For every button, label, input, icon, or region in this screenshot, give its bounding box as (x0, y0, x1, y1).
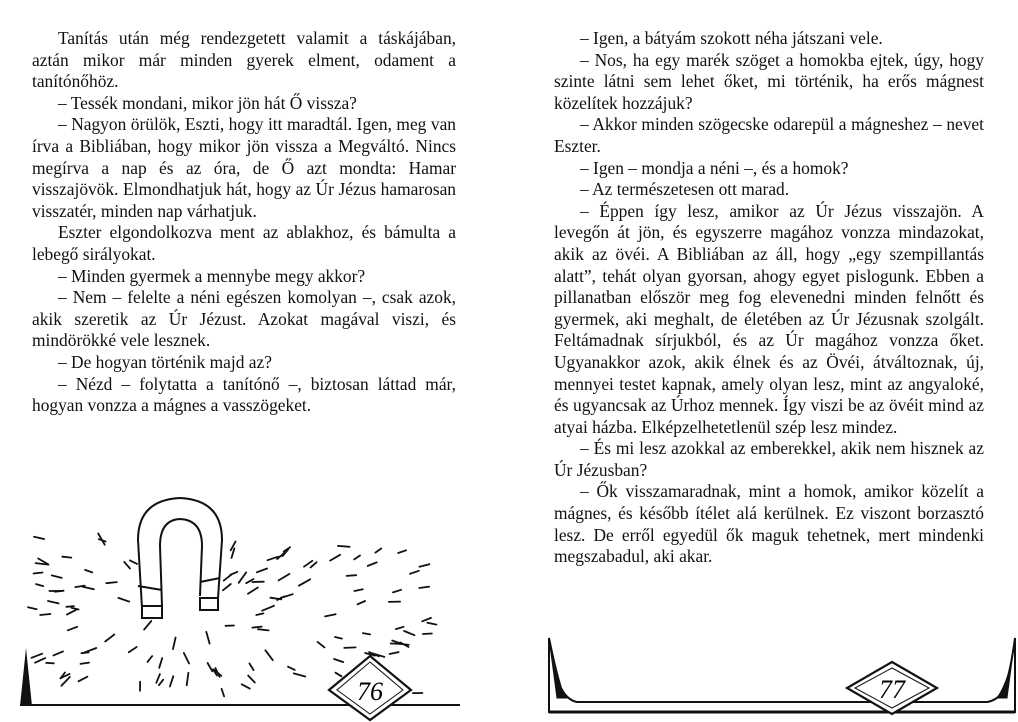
paragraph: – Nagyon örülök, Eszti, hogy itt maradtál. Igen, meg van írva a Bibliában, hogy mikor jön vissza a Megváltó. Nincs megírva a nap és az óra, de Ő azt mondta: Hamar visszajövök. Elmondhatjuk hát, hogy az Úr Jézus hamarosan visszatér, minden nap várhatjuk. (32, 114, 456, 221)
nail (144, 621, 151, 630)
paragraph: – Igen – mondja a néni –, és a homok? (580, 157, 849, 178)
nail (224, 574, 232, 580)
nail (363, 633, 370, 634)
nail (129, 647, 137, 652)
paragraph: – Tessék mondani, mikor jön hát Ő vissza? (58, 92, 357, 113)
nail (53, 651, 63, 655)
nail (375, 549, 381, 553)
nail (347, 575, 357, 576)
nail (354, 556, 360, 560)
nail (62, 557, 71, 558)
nail (325, 614, 336, 616)
nail (71, 608, 78, 610)
nail (40, 614, 50, 615)
paragraph: – Igen, a bátyám szokott néha játszani vele. (580, 28, 883, 48)
nail (427, 623, 436, 625)
nail (258, 629, 269, 630)
nail (242, 684, 250, 688)
nail (396, 627, 404, 629)
nail (252, 627, 261, 628)
nail (105, 635, 114, 642)
nail (318, 642, 325, 648)
nail (170, 676, 173, 686)
nail (419, 587, 429, 588)
nail (311, 562, 317, 567)
nail (148, 656, 153, 662)
nail (61, 677, 70, 686)
nail (106, 582, 117, 583)
nail (208, 663, 213, 671)
nail (392, 641, 399, 643)
nail (222, 689, 225, 697)
nail (368, 562, 377, 566)
nail (187, 673, 189, 685)
nail (32, 654, 43, 658)
nail (81, 663, 90, 664)
paragraph: – Nem – felelte a néni egészen komolyan –, csak azok, akik szeretik az Úr Jézust. Azokat magával viszi, és mindörökké vele lesznek. (32, 287, 456, 351)
nail (206, 632, 209, 644)
nail (354, 589, 362, 591)
nail (156, 674, 160, 683)
paragraph: – Nos, ha egy marék szöget a homokba ejtek, úgy, hogy szinte látni sem lehet őket, mi történik, ha erős mágnest közelítek hozzájuk? (554, 49, 984, 113)
nail (330, 555, 340, 561)
nail (419, 564, 429, 567)
paragraph: – Az természetesen ott marad. (580, 179, 790, 200)
paragraph: – És mi lesz azokkal az emberekkel, akik nem hisznek az Úr Jézusban? (554, 438, 984, 480)
nail (248, 588, 258, 594)
nail (404, 631, 414, 635)
nail (184, 653, 189, 664)
nail (223, 584, 231, 590)
nail (358, 601, 366, 604)
nail (52, 575, 62, 578)
nail (130, 560, 137, 564)
page-number: 77 (879, 675, 905, 704)
nail (239, 572, 247, 582)
nail (248, 676, 255, 683)
nail (279, 574, 290, 581)
nail (294, 673, 306, 676)
nail (410, 571, 419, 574)
paragraph: – Ők visszamaradnak, mint a homok, amikor közelít a mágnes, és később ítélet alá kerülnek. Ez viszont borzasztó lesz. De erről egyedül ők maguk tehetnek, mert mindenki megszabadul, aki akar. (554, 481, 984, 567)
nail (257, 569, 267, 573)
nail (85, 570, 92, 573)
paragraph: – De hogyan történik majd az? (58, 351, 272, 372)
nail (66, 606, 74, 607)
nail (249, 663, 253, 670)
nail (67, 610, 76, 615)
bottom-border-ornament (547, 628, 1017, 718)
page-number: 76 (357, 677, 383, 706)
nail (422, 618, 431, 621)
paragraph: – Éppen így lesz, amikor az Úr Jézus visszajön. A levegőn át jön, és egyszerre magához vonzza mindazokat, akik az övéi. A Bibliában az áll, hogy „egy szempillantás alatt”, tehát olyan gyorsan, ahogy egyet pislogunk. Ebben a pillanatban először meg fog elevenedni minden felnőtt és gyermek, aki meghalt, de életében az Úr Jézusnak szolgált. Feltámadnak sírjukból, és az Úr magához vonzza őket. Ugyanakkor azok, akik élnek és az Övéi, átváltoznak, új, mennyei testet kapnak, amely olyan lesz, mint az angyaloké, és ugyancsak az Úrhoz mennek. Így viszi be az övéit mind az atyai házba. Elképzelhetetlenül szép lesz mindez. (554, 200, 984, 437)
nail (265, 650, 272, 660)
nail (68, 627, 77, 631)
nail (288, 667, 295, 670)
nail (159, 658, 162, 668)
nail (84, 648, 96, 653)
nail (159, 680, 163, 686)
nail (281, 594, 293, 598)
nail (335, 637, 342, 639)
nail (79, 677, 88, 682)
nail (398, 550, 406, 553)
nail (262, 606, 274, 611)
left-page-text (32, 28, 456, 417)
nail (48, 601, 59, 603)
nail (118, 598, 129, 602)
paragraph: – Minden gyermek a mennybe megy akkor? (58, 265, 366, 286)
right-page (509, 0, 1018, 722)
nail (338, 546, 350, 547)
nail (423, 634, 432, 635)
nail (35, 658, 45, 663)
nail (34, 537, 44, 539)
nail (344, 647, 355, 648)
right-page-text (554, 28, 984, 568)
nail (299, 579, 310, 585)
nail (256, 613, 263, 615)
nail (124, 562, 130, 569)
nail (28, 607, 37, 609)
paragraph: Eszter elgondolkozva ment az ablakhoz, és bámulta a lebegő sirályokat. (32, 222, 456, 264)
nail (393, 590, 401, 593)
nail (173, 638, 176, 650)
paragraph: – Nézd – folytatta a tanítónő –, biztosan láttad már, hogyan vonzza a mágnes a vasszögeket. (32, 373, 456, 416)
paragraph: – Akkor minden szögecske odarepül a mágneshez – nevet Eszter. (554, 114, 984, 156)
nail (83, 587, 94, 590)
paragraph: Tanítás után még rendezgetett valamit a táskájában, aztán mikor már minden gyerek elment, odament a tanítónőhöz. (32, 28, 456, 92)
page-number-ornament (325, 652, 415, 722)
nail (36, 584, 43, 586)
nail (34, 573, 43, 574)
